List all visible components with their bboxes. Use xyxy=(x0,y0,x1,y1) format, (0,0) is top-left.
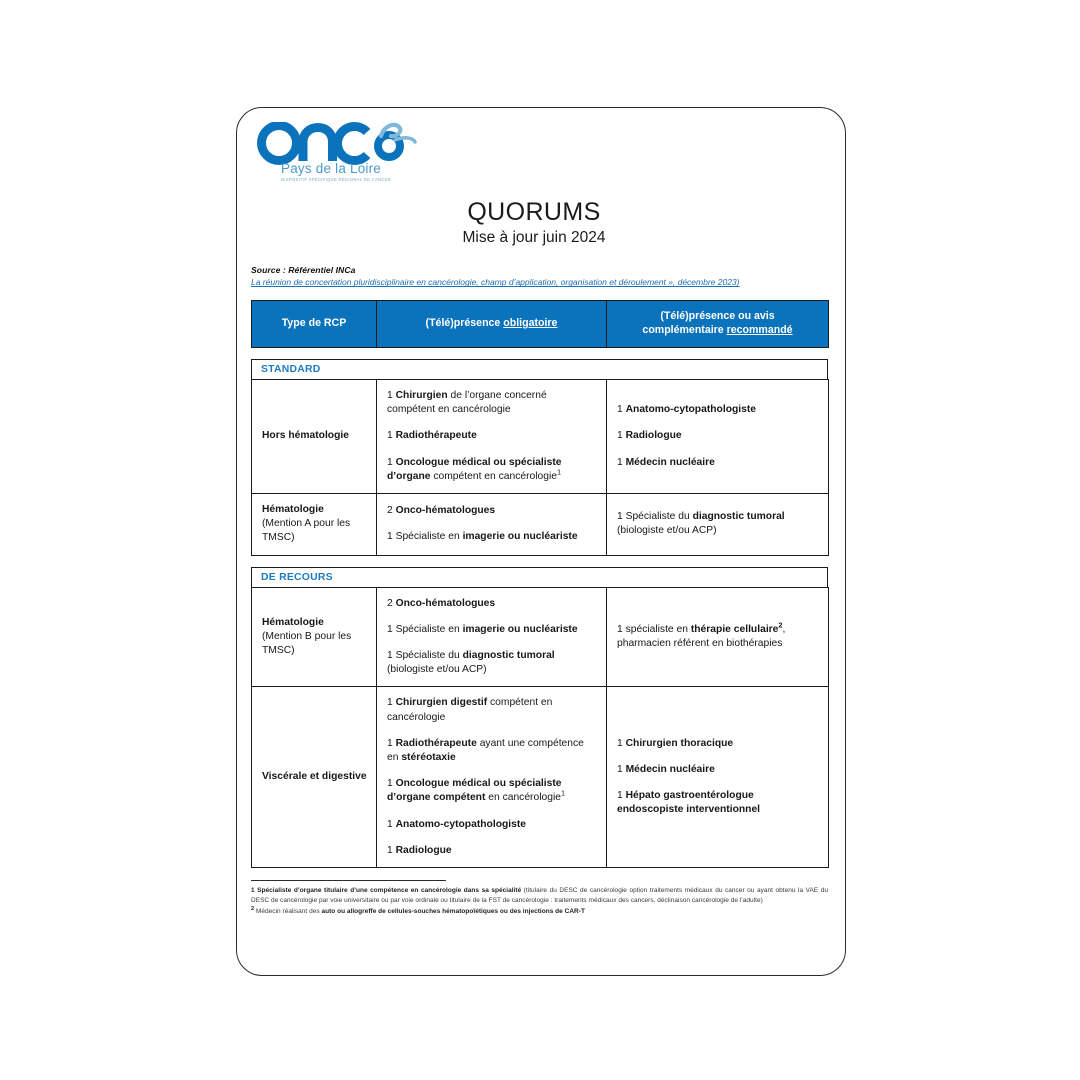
page-title: QUORUMS xyxy=(467,198,601,226)
header-cell-type-rcp: Type de RCP xyxy=(252,301,377,348)
header-recommended-pre: complémentaire xyxy=(642,323,727,336)
row-mandatory-cell: 2 Onco-hématologues 1 Spécialiste en imagerie ou nucléariste xyxy=(377,493,607,555)
row-recommended-cell: 1 Chirurgien thoracique 1 Médecin nucléaire 1 Hépato gastroentérologue endoscopiste interventionnel xyxy=(607,687,829,868)
table-row xyxy=(252,587,829,687)
source-label: Source : Référentiel INCa xyxy=(251,264,356,275)
section-body-table xyxy=(251,587,829,868)
section-body-table xyxy=(251,379,829,556)
row-recommended-cell: 1 Spécialiste du diagnostic tumoral (biologiste et/ou ACP) xyxy=(607,493,829,555)
source-block xyxy=(251,265,833,289)
footnotes-block xyxy=(251,880,828,917)
row-mandatory-cell: 1 Chirurgien de l’organe concerné compétent en cancérologie 1 Radiothérapeute 1 Oncologue médical ou spécialiste d’organe compétent en cancérologie$^1$ xyxy=(377,379,607,493)
row-type-cell: Hors hématologie xyxy=(252,379,377,493)
footnote-2: $^2$ Médecin réalisant des auto ou allogreffe de cellules-souches hématopoïétiques ou des injections de CAR-T xyxy=(251,905,585,916)
table-header xyxy=(251,300,829,348)
row-mandatory-cell: 2 Onco-hématologues 1 Spécialiste en imagerie ou nucléariste 1 Spécialiste du diagnostic tumoral (biologiste et/ou ACP) xyxy=(377,587,607,687)
document-page xyxy=(236,107,846,976)
header-recommended-line1: (Télé)présence ou avis xyxy=(660,310,775,322)
section-label-de-recours: DE RECOURS xyxy=(252,567,828,587)
svg-text:Pays de la Loire: Pays de la Loire xyxy=(281,161,382,176)
page-subtitle: Mise à jour juin 2024 xyxy=(462,229,606,246)
header-mandatory-underlined: obligatoire xyxy=(503,316,558,329)
row-type-cell: Hématologie (Mention B pour les TMSC) xyxy=(252,587,377,687)
header-cell-recommended xyxy=(607,301,829,348)
table-sections xyxy=(249,359,833,868)
footnote-1: 1 Spécialiste d’organe titulaire d’une compétence en cancérologie dans sa spécialité (titulaire du DESC de cancérologie option traitements médicaux du cancer ou ayant obtenu la VAE du DESC de cancérologie par voie universitaire ou par voie ordinale ou titulaire de la FST de cancérologie : traitements médicaux des cancers, déclinaison cancérologie de l’adulte) xyxy=(251,887,828,905)
logo-svg xyxy=(255,122,420,184)
table-row xyxy=(252,493,829,555)
header-mandatory-pre: (Télé)présence xyxy=(425,316,504,329)
header-recommended-underlined: recommandé xyxy=(726,323,793,336)
table-row xyxy=(252,687,829,868)
header-cell-mandatory xyxy=(377,301,607,348)
svg-text:DISPOSITIF SPÉCIFIQUE RÉGIONAL: DISPOSITIF SPÉCIFIQUE RÉGIONAL DE CANCER xyxy=(281,177,392,182)
section-band-table xyxy=(251,359,828,380)
row-type-cell: Hématologie (Mention A pour les TMSC) xyxy=(252,493,377,555)
title-block xyxy=(249,198,833,247)
row-mandatory-cell: 1 Chirurgien digestif compétent en cancérologie 1 Radiothérapeute ayant une compétence en stéréotaxie 1 Oncologue médical ou spécialiste d’organe compétent en cancérologie$^1$ 1 Anatomo-cytopathologiste 1 Radiologue xyxy=(377,687,607,868)
footnote-divider xyxy=(251,880,446,881)
row-recommended-cell: 1 Anatomo-cytopathologiste 1 Radiologue 1 Médecin nucléaire xyxy=(607,379,829,493)
table-row xyxy=(252,379,829,493)
onco-pays-de-la-loire-logo xyxy=(255,122,833,184)
source-reference-link[interactable]: La réunion de concertation pluridisciplinaire en cancérologie, champ d’application, organisation et déroulement », décembre 2023) xyxy=(251,277,740,288)
section-band-table xyxy=(251,567,828,588)
row-type-cell: Viscérale et digestive xyxy=(252,687,377,868)
row-recommended-cell: 1 spécialiste en thérapie cellulaire$^2$, pharmacien référent en biothérapies xyxy=(607,587,829,687)
header-row xyxy=(252,301,829,348)
section-label-standard: STANDARD xyxy=(252,359,828,379)
